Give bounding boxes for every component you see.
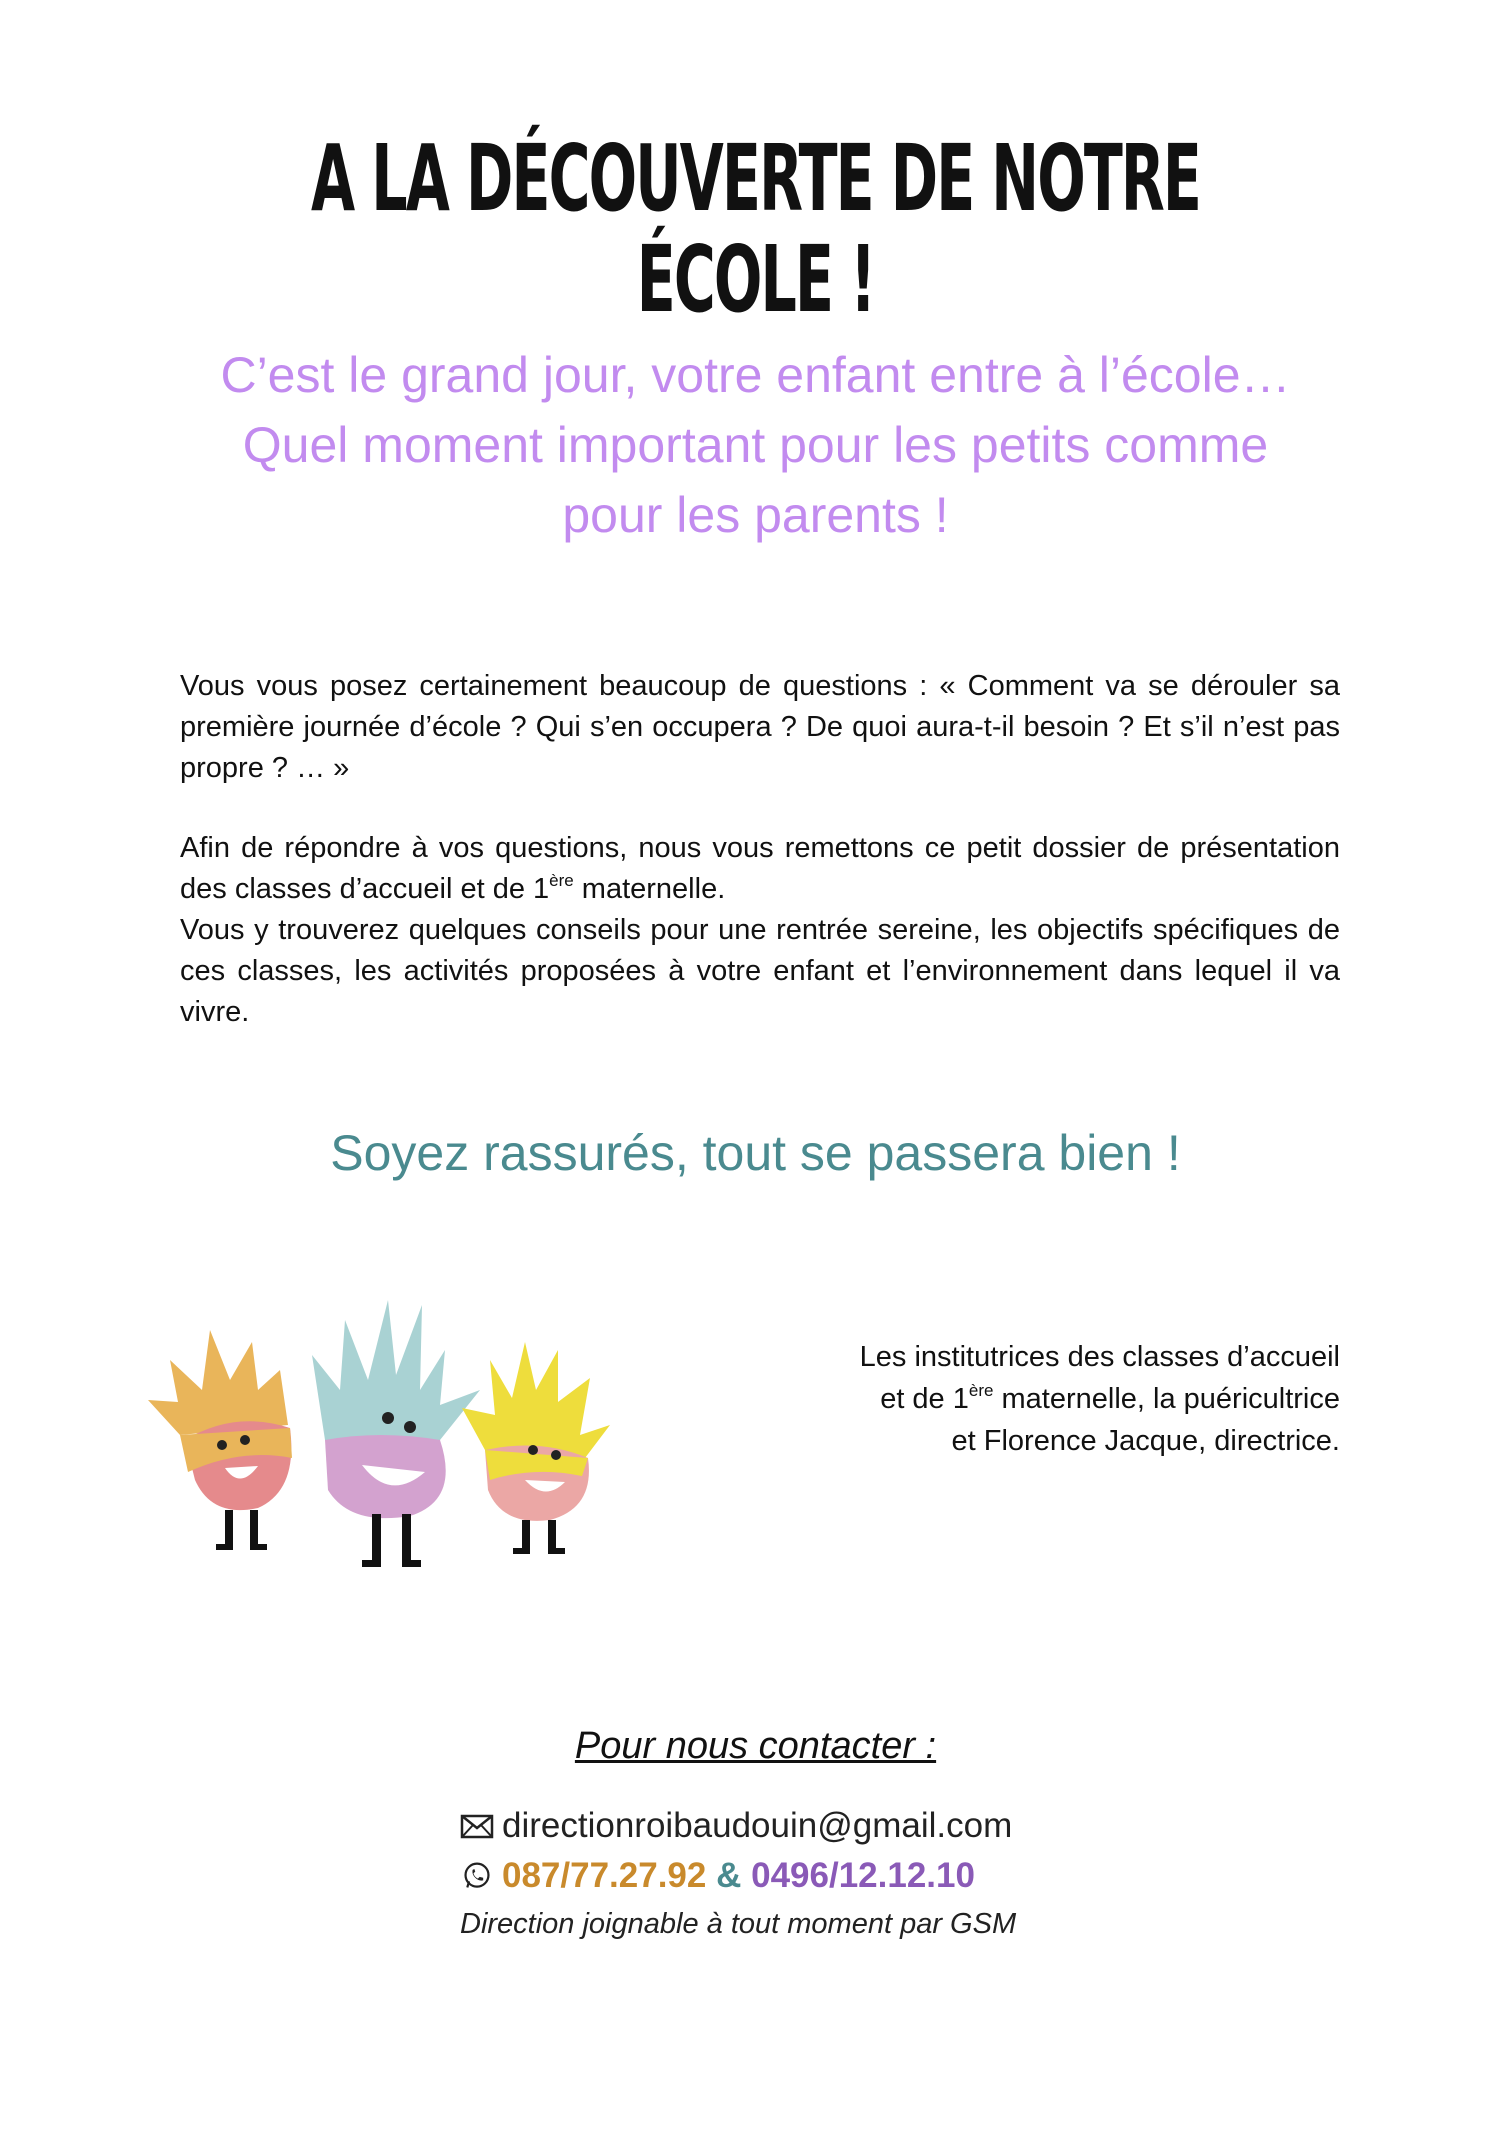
intro-text	[160, 340, 1351, 550]
intro-line-1: C’est le grand jour, votre enfant entre à l’école…	[220, 347, 1291, 403]
intro-line-3: pour les parents !	[562, 487, 949, 543]
paragraph-questions: Vous vous posez certainement beaucoup de questions : « Comment va se dérouler sa première journée d’école ? Qui s’en occupera ? De quoi aura-t-il besoin ? Et s’il n’est pas propre ? … »	[180, 670, 1340, 784]
paragraph-presentation-part1: Afin de répondre à vos questions, nous vous remettons ce petit dossier de présentation des classes d’accueil et de 1	[180, 832, 1340, 905]
whatsapp-icon	[460, 1861, 494, 1891]
superscript-ere: ère	[549, 871, 574, 890]
phone-line	[460, 1852, 1160, 1900]
email-address[interactable]: directionroibaudouin@gmail.com	[502, 1806, 1013, 1845]
middle-hand-character	[312, 1300, 480, 1567]
reassure-text: Soyez rassurés, tout se passera bien !	[330, 1125, 1181, 1181]
paragraph-presentation	[180, 828, 1340, 1033]
signature-line-1: Les institutrices des classes d’accueil	[859, 1341, 1340, 1373]
page-title: A LA DÉCOUVERTE DE NOTRE ÉCOLE !	[310, 125, 1201, 334]
phone-separator: &	[716, 1856, 742, 1895]
signature-block	[780, 1336, 1340, 1462]
gsm-note: Direction joignable à tout moment par GSM	[460, 1908, 1017, 1940]
hand-characters-illustration	[140, 1290, 700, 1600]
right-hand-character	[462, 1342, 610, 1554]
left-hand-character	[148, 1330, 292, 1550]
contact-heading: Pour nous contacter :	[574, 1725, 937, 1767]
signature-superscript: ère	[968, 1381, 994, 1400]
phone-number-2[interactable]: 0496/12.12.10	[751, 1856, 975, 1895]
envelope-icon	[460, 1811, 494, 1841]
signature-line-3: et Florence Jacque, directrice.	[951, 1425, 1340, 1457]
email-line	[460, 1802, 1160, 1850]
signature-line-2b: maternelle, la puéricultrice	[993, 1383, 1340, 1415]
signature-line-2a: et de 1	[880, 1383, 969, 1415]
phone-number-1[interactable]: 087/77.27.92	[502, 1856, 707, 1895]
paragraph-presentation-part2: maternelle.	[573, 873, 726, 905]
intro-line-2: Quel moment important pour les petits comme	[242, 417, 1269, 473]
paragraph-presentation-part3: Vous y trouverez quelques conseils pour une rentrée sereine, les objectifs spécifiques de ces classes, les activités proposées à votre enfant et l’environnement dans lequel il va vivre.	[180, 914, 1340, 1028]
